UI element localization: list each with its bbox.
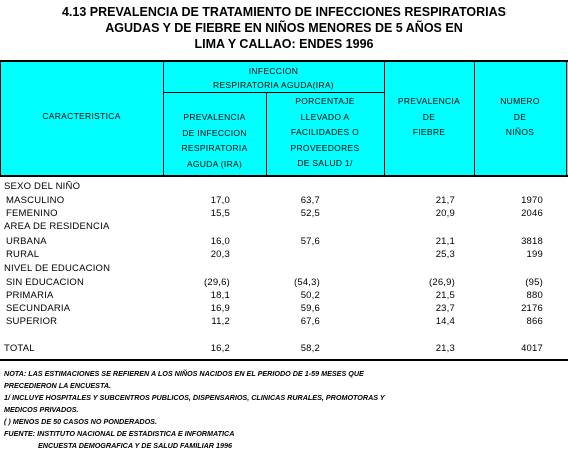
title-line-1: 4.13 PREVALENCIA DE TRATAMIENTO DE INFECCIONES RESPIRATORIAS: [61, 5, 507, 19]
header-col3-line-3: FIEBRE: [412, 127, 446, 137]
row-value: 52,5: [300, 208, 320, 219]
row-value: 20,9: [435, 208, 455, 219]
row-value: 50,2: [300, 290, 320, 301]
header-col4-line-2: DE: [513, 111, 527, 122]
row-value: 59,6: [300, 303, 320, 314]
header-col1-line-3: RESPIRATORIA: [181, 143, 248, 153]
total-label: TOTAL: [4, 343, 35, 354]
row-value: 2046: [521, 208, 543, 219]
header-col3-line-2: DE: [422, 111, 436, 122]
row-value: 880: [526, 290, 543, 301]
source-line: ENCUESTA DEMOGRAFICA Y DE SALUD FAMILIAR 1996: [38, 441, 232, 450]
row-value: (95): [525, 277, 543, 288]
header-col1-line-4: AGUDA (IRA): [186, 158, 243, 169]
row-value: 16,9: [210, 303, 230, 314]
header-col2-line-2: LLEVADO A: [300, 111, 350, 122]
section-label: SEXO DEL NIÑO: [4, 181, 81, 192]
header-group-line-1: INFECCION: [248, 66, 299, 76]
row-value: 11,2: [211, 316, 230, 327]
row-value: 2176: [521, 303, 543, 314]
row-value: 17,0: [210, 195, 230, 206]
row-value: 67,6: [300, 316, 320, 327]
row-value: 25,3: [435, 249, 455, 260]
header-caracteristica: CARACTERISTICA: [42, 111, 121, 121]
header-col-fiebre: [384, 94, 474, 141]
header-col2-line-4: PROVEEDORES: [290, 142, 360, 153]
row-label: SECUNDARIA: [6, 303, 71, 314]
row-value: 21,5: [435, 290, 455, 301]
header-col3-line-1: PREVALENCIA: [397, 96, 461, 106]
row-value: 21,7: [435, 195, 455, 206]
row-value: 16,0: [210, 236, 230, 247]
row-value: (29,6): [203, 277, 230, 288]
row-value: 14,4: [435, 316, 455, 327]
header-col4-line-1: NUMERO: [500, 96, 540, 106]
row-value: (54,3): [293, 277, 320, 288]
section-label: NIVEL DE EDUCACION: [4, 263, 111, 274]
row-value: 1970: [521, 195, 543, 206]
table-title: [0, 4, 568, 52]
header-col-prevalencia-ira: [163, 110, 266, 172]
note-line: NOTA: LAS ESTIMACIONES SE REFIEREN A LOS NIÑOS NACIDOS EN EL PERIODO DE 1-59 MESES QUE: [4, 369, 364, 378]
header-group-line-2: RESPIRATORIA AGUDA(IRA): [213, 80, 334, 90]
table-bottom-rule: [0, 359, 568, 361]
row-label: MASCULINO: [6, 195, 65, 206]
header-col2-line-3: FACILIDADES O: [290, 127, 360, 137]
header-col-numero: [474, 94, 566, 141]
row-label: PRIMARIA: [6, 290, 54, 301]
title-line-2: AGUDAS Y DE FIEBRE EN NIÑOS MENORES DE 5 AÑOS EN: [105, 21, 463, 35]
row-value: 21,1: [435, 236, 455, 247]
note-line: ( ) MENOS DE 50 CASOS NO PONDERADOS.: [4, 417, 157, 426]
note-line: PRECEDIERON LA ENCUESTA.: [4, 381, 112, 390]
total-value: 21,3: [435, 343, 455, 354]
row-label: SIN EDUCACION: [6, 277, 85, 288]
header-col1-line-1: PREVALENCIA: [183, 112, 246, 122]
note-line: MEDICOS PRIVADOS.: [4, 405, 79, 414]
row-label: FEMENINO: [6, 208, 58, 219]
row-value: 15,5: [210, 208, 230, 219]
header-col1-line-2: DE INFECCION: [182, 127, 247, 138]
row-value: (26,9): [428, 277, 455, 288]
total-value: 58,2: [300, 343, 320, 354]
row-value: 3818: [521, 236, 543, 247]
header-group-rule: [163, 92, 384, 93]
row-value: 57,6: [300, 236, 320, 247]
header-border-right: [566, 61, 567, 177]
row-label: RURAL: [6, 249, 40, 260]
row-value: 199: [526, 249, 543, 260]
header-col-porcentaje: [266, 94, 384, 172]
title-line-3: LIMA Y CALLAO: ENDES 1996: [194, 37, 374, 51]
total-value: 4017: [521, 343, 543, 354]
header-top-rule: [0, 60, 568, 62]
row-label: URBANA: [6, 236, 47, 247]
header-col2-line-5: DE SALUD 1/: [297, 158, 353, 168]
header-col4-line-3: NIÑOS: [505, 127, 535, 137]
header-group-ira: [163, 64, 384, 92]
header-bottom-rule: [0, 175, 568, 177]
row-value: 18,1: [210, 290, 230, 301]
section-label: AREA DE RESIDENCIA: [4, 221, 110, 232]
header-col2-line-1: PORCENTAJE: [295, 96, 355, 106]
source-line: FUENTE: INSTITUTO NACIONAL DE ESTADISTICA E INFORMATICA: [4, 429, 235, 438]
row-value: 866: [526, 316, 543, 327]
row-label: SUPERIOR: [6, 316, 58, 327]
row-value: 63,7: [300, 195, 320, 206]
row-value: 23,7: [435, 303, 455, 314]
note-line: 1/ INCLUYE HOSPITALES Y SUBCENTROS PUBLICOS, DISPENSARIOS, CLINICAS RURALES, PROMOTORAS Y: [4, 393, 385, 402]
row-value: 20,3: [210, 249, 230, 260]
total-value: 16,2: [210, 343, 230, 354]
